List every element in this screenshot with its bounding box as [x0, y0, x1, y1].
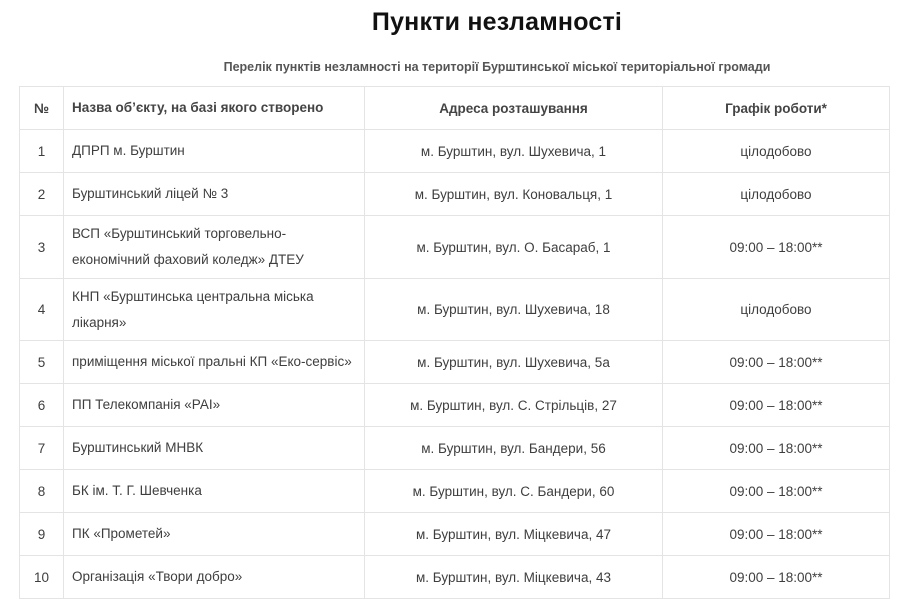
table-row — [20, 216, 890, 279]
header-address: Адреса розташування — [365, 87, 663, 130]
row-object-name: ВСП «Бурштинський торговельно-економічний фаховий коледж» ДТЕУ — [64, 216, 365, 279]
row-schedule: 09:00 – 18:00** — [663, 470, 890, 513]
row-object-name: приміщення міської пральні КП «Еко-сервіс» — [64, 341, 365, 384]
row-schedule: цілодобово — [663, 130, 890, 173]
row-address: м. Бурштин, вул. Шухевича, 5а — [365, 341, 663, 384]
page-title: Пункти незламності — [371, 8, 623, 36]
row-number: 7 — [20, 427, 64, 470]
row-number: 1 — [20, 130, 64, 173]
table-row — [20, 513, 890, 556]
row-object-name: Бурштинський МНВК — [64, 427, 365, 470]
row-address: м. Бурштин, вул. С. Бандери, 60 — [365, 470, 663, 513]
row-number: 4 — [20, 279, 64, 341]
row-schedule: 09:00 – 18:00** — [663, 513, 890, 556]
row-schedule: цілодобово — [663, 279, 890, 341]
row-object-name: ПК «Прометей» — [64, 513, 365, 556]
row-object-name: ДПРП м. Бурштин — [64, 130, 365, 173]
row-address: м. Бурштин, вул. Шухевича, 18 — [365, 279, 663, 341]
row-address: м. Бурштин, вул. О. Басараб, 1 — [365, 216, 663, 279]
table-row — [20, 130, 890, 173]
row-number: 3 — [20, 216, 64, 279]
table-row — [20, 173, 890, 216]
row-number: 8 — [20, 470, 64, 513]
row-schedule: 09:00 – 18:00** — [663, 216, 890, 279]
row-number: 10 — [20, 556, 64, 599]
row-number: 5 — [20, 341, 64, 384]
row-address: м. Бурштин, вул. Коновальця, 1 — [365, 173, 663, 216]
row-address: м. Бурштин, вул. Міцкевича, 47 — [365, 513, 663, 556]
row-object-name: Бурштинський ліцей № 3 — [64, 173, 365, 216]
row-number: 6 — [20, 384, 64, 427]
row-address: м. Бурштин, вул. Бандери, 56 — [365, 427, 663, 470]
row-object-name: Організація «Твори добро» — [64, 556, 365, 599]
table-row — [20, 470, 890, 513]
table-row — [20, 384, 890, 427]
header-schedule: Графік роботи* — [663, 87, 890, 130]
row-object-name: КНП «Бурштинська центральна міська лікарня» — [64, 279, 365, 341]
row-number: 9 — [20, 513, 64, 556]
header-number: № — [20, 87, 64, 130]
header-object-name: Назва об’єкту, на базі якого створено — [64, 87, 365, 130]
row-object-name: БК ім. Т. Г. Шевченка — [64, 470, 365, 513]
row-number: 2 — [20, 173, 64, 216]
table-header-row — [20, 87, 890, 130]
row-schedule: цілодобово — [663, 173, 890, 216]
table-row — [20, 279, 890, 341]
row-address: м. Бурштин, вул. Міцкевича, 43 — [365, 556, 663, 599]
table-caption: Перелік пунктів незламності на території Бурштинської міської територіальної громади — [223, 60, 771, 74]
table-row — [20, 341, 890, 384]
row-schedule: 09:00 – 18:00** — [663, 556, 890, 599]
row-schedule: 09:00 – 18:00** — [663, 384, 890, 427]
row-address: м. Бурштин, вул. Шухевича, 1 — [365, 130, 663, 173]
row-object-name: ПП Телекомпанія «РАІ» — [64, 384, 365, 427]
row-address: м. Бурштин, вул. С. Стрільців, 27 — [365, 384, 663, 427]
resilience-points-table — [19, 86, 890, 599]
row-schedule: 09:00 – 18:00** — [663, 427, 890, 470]
row-schedule: 09:00 – 18:00** — [663, 341, 890, 384]
table-row — [20, 427, 890, 470]
table-row — [20, 556, 890, 599]
